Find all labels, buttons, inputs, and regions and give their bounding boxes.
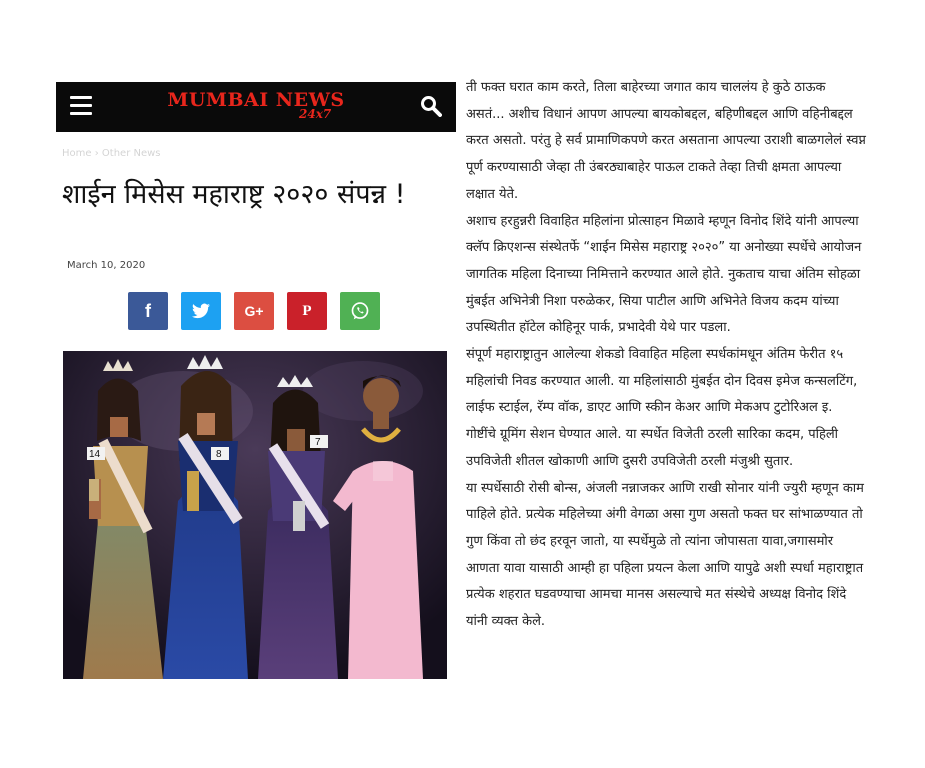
site-header xyxy=(56,82,456,132)
article-body xyxy=(466,75,866,636)
pinterest-icon: P xyxy=(302,302,312,319)
facebook-share-button[interactable] xyxy=(128,292,168,330)
breadcrumb-home-link[interactable]: Home xyxy=(62,148,92,159)
sash-number-1: 14 xyxy=(89,449,101,460)
search-icon[interactable] xyxy=(420,95,442,117)
googleplus-icon: G+ xyxy=(244,303,264,319)
article-photo xyxy=(63,351,447,679)
twitter-share-button[interactable] xyxy=(181,292,221,330)
article-paragraph: अशाच हरहुन्नरी विवाहित महिलांना प्रोत्साहन मिळावे म्हणून विनोद शिंदे यांनी आपल्या क्लॅप क्रिएशन्स संस्थेतर्फे “शाईन मिसेस महाराष्ट्र २०२०” या अनोख्या स्पर्धेचे आयोजन जागतिक महिला दिनाच्या निमित्ताने करण्यात आले होते. नुकताच याचा अंतिम सोहळा मुंबईत अभिनेत्री निशा परुळेकर, सिया पाटील आणि अभिनेते विजय कदम यांच्या उपस्थितीत हॉटेल कोहिनूर पार्क, प्रभादेवी येथे पार पडला. xyxy=(466,213,862,336)
article-paragraph: ती फक्त घरात काम करते, तिला बाहेरच्या जगात काय चाललंय हे कुठे ठाऊक असतं... अशीच विधानं आपण आपल्या बायकोबद्दल, बहिणीबद्दल आणि वहिनीबद्दल करत असतो. परंतु हे सर्व प्रामाणिकपणे करत असताना आपल्या उराशी बाळगलेलं स्वप्न पूर्ण करण्यासाठी जेव्हा ती उंबरठ्याबाहेर पाऊल टाकते तेव्हा तिची क्षमता आपल्या लक्षात येते. xyxy=(466,80,866,202)
winners-photo-illustration xyxy=(63,351,447,679)
article-title: शाईन मिसेस महाराष्ट्र २०२० संपन्न ! xyxy=(62,179,406,210)
sash-number-2: 8 xyxy=(216,449,222,460)
breadcrumb xyxy=(62,148,161,159)
site-logo[interactable] xyxy=(56,89,456,111)
facebook-icon: f xyxy=(145,300,151,321)
googleplus-share-button[interactable] xyxy=(234,292,274,330)
breadcrumb-separator: › xyxy=(94,148,99,159)
sash-number-3: 7 xyxy=(315,437,321,448)
article-date: March 10, 2020 xyxy=(67,260,146,271)
article-paragraph: संपूर्ण महाराष्ट्रातुन आलेल्या शेकडो विवाहित महिला स्पर्धकांमधून अंतिम फेरीत १५ महिलांची निवड करण्यात आली. या महिलांसाठी मुंबईत दोन दिवस इमेज कन्सलटिंग, लाईफ स्टाईल, रॅम्प वॉक, डाएट आणि स्कीन केअर आणि मेकअप टुटोरिअल इ. गोष्टींचे ग्रूमिंग सेशन घेण्यात आले. या स्पर्धेत विजेती ठरली सारिका कदम, पहिली उपविजेती शीतल खोकाणी आणि दुसरी उपविजेती ठरली मंजुश्री सुतार. xyxy=(466,347,858,469)
breadcrumb-section-link[interactable]: Other News xyxy=(101,148,161,159)
article-paragraph: या स्पर्धेसाठी रोसी बोन्स, अंजली नन्नाजकर आणि राखी सोनार यांनी ज्युरी म्हणून काम पाहिले होते. प्रत्येक महिलेच्या अंगी वेगळा असा गुण असतो फक्त घर सांभाळण्यात तो गुण किंवा तो छंद हरवून जातो, या स्पर्धेमुळे तो त्यांना जोपासता यावा,जगासमोर आणता यावा यासाठी आम्ही हा पहिला प्रयत्न केला आणि यापुढे अशी स्पर्धा महाराष्ट्रात प्रत्येक शहरात घडवण्याचा आमचा मानस असल्याचे मत संस्थेचे अध्यक्ष विनोद शिंदे यांनी व्यक्त केले. xyxy=(466,480,864,630)
whatsapp-share-button[interactable] xyxy=(340,292,380,330)
pinterest-share-button[interactable] xyxy=(287,292,327,330)
twitter-icon xyxy=(192,303,210,319)
whatsapp-icon xyxy=(350,301,370,321)
logo-main-text: MUMBAI NEWS xyxy=(167,89,345,111)
logo-sub-text: 24x7 xyxy=(299,107,332,121)
